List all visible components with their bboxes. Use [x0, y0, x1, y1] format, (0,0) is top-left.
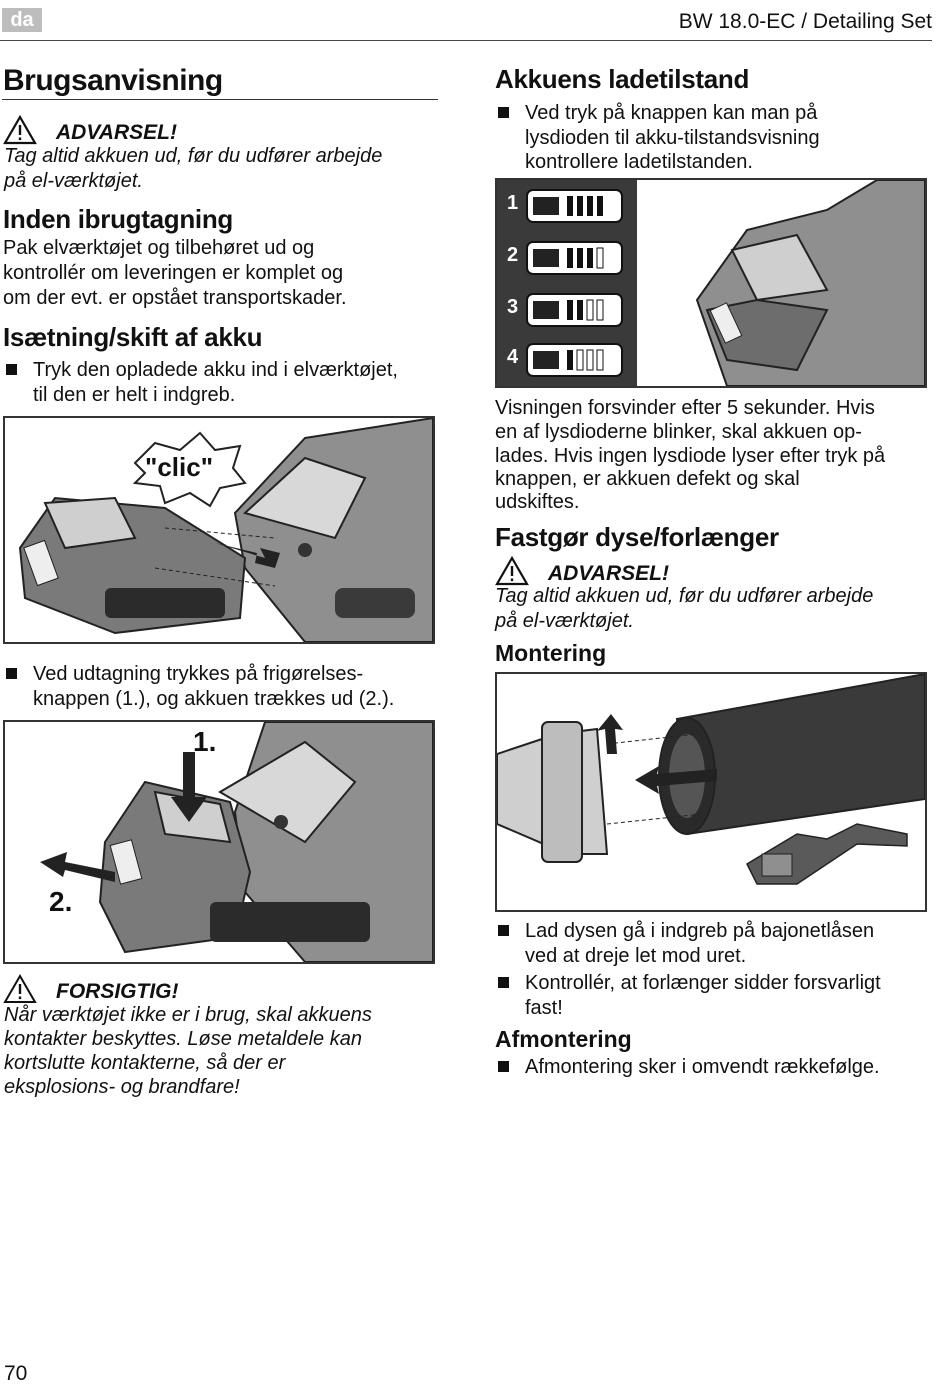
list-item-text: Tryk den opladede akku ind i elværktøjet,: [33, 359, 398, 381]
list-item-text: Lad dysen gå i indgreb på bajonetlåsen: [525, 920, 875, 942]
list-item-text: ved at dreje let mod uret.: [525, 944, 747, 967]
paragraph-line: knappen, er akkuen defekt og skal: [495, 468, 800, 490]
bullet-square-icon: [498, 107, 509, 118]
paragraph-line: om der evt. er opstået transportskader.: [3, 287, 347, 309]
list-item: [495, 919, 874, 968]
warning-triangle-icon: [3, 115, 37, 145]
level-label: 1: [507, 192, 519, 214]
list-item: [495, 971, 881, 1020]
warning-text-line: Tag altid akkuen ud, før du udfører arbejde: [4, 145, 383, 167]
list-item: [495, 101, 820, 175]
caution-text-line: kontakter beskyttes. Løse metaldele kan: [4, 1028, 362, 1050]
step1-label: 1.: [193, 726, 217, 757]
list-item-text: Ved tryk på knappen kan man på: [525, 102, 818, 124]
bullet-square-icon: [498, 1061, 509, 1072]
clic-label: "clic": [145, 452, 214, 482]
document-title: BW 18.0-EC / Detailing Set: [678, 10, 932, 33]
level-label: 2: [507, 244, 519, 266]
list-item-text: Kontrollér, at forlænger sidder forsvarligt: [525, 972, 881, 994]
warning-label: ADVARSEL!: [56, 121, 177, 144]
warning-triangle-icon: [495, 556, 529, 586]
list-item-text: lysdioden til akku-tilstandsvisning: [525, 126, 820, 149]
level-label: 4: [507, 346, 519, 368]
step2-label: 2.: [49, 886, 73, 917]
list-item: [3, 662, 394, 711]
battery-remove-figure: [3, 720, 435, 964]
dismount-heading: Afmontering: [495, 1026, 632, 1052]
list-item-text: Ved udtagning trykkes på frigørelses-: [33, 663, 364, 685]
charge-level-row-3: [527, 294, 622, 326]
level-label: 3: [507, 296, 519, 318]
battery-heading: Isætning/skift af akku: [3, 322, 263, 352]
caution-text-line: kortslutte kontakterne, så der er: [4, 1052, 286, 1074]
charge-indicator-figure: [495, 178, 927, 388]
list-item-text: fast!: [525, 996, 563, 1019]
paragraph-line: lades. Hvis ingen lysdiode lyser efter tryk på: [495, 445, 886, 467]
charge-heading: Akkuens ladetilstand: [495, 64, 750, 94]
paragraph-line: udskiftes.: [495, 491, 580, 513]
nozzle-heading: Fastgør dyse/forlænger: [495, 522, 779, 552]
charge-level-row-1: [527, 190, 622, 222]
bullet-square-icon: [6, 668, 17, 679]
warning-text-line: Tag altid akkuen ud, før du udfører arbejde: [495, 585, 874, 607]
nozzle-mount-figure: [495, 672, 927, 912]
charge-level-row-2: [527, 242, 622, 274]
page-title: Brugsanvisning: [3, 64, 223, 97]
charge-level-row-4: [527, 344, 622, 376]
list-item-text: Afmontering sker i omvendt rækkefølge.: [525, 1056, 880, 1078]
list-item: [495, 1055, 880, 1080]
paragraph-line: en af lysdioderne blinker, skal akkuen op-: [495, 421, 862, 443]
mount-heading: Montering: [495, 640, 607, 666]
list-item: [3, 358, 398, 407]
caution-label: FORSIGTIG!: [56, 980, 179, 1003]
list-item-text: knappen (1.), og akkuen trækkes ud (2.).: [33, 687, 395, 710]
header-rule: [0, 40, 932, 41]
battery-insert-figure: [3, 416, 435, 644]
bullet-square-icon: [6, 364, 17, 375]
page-number: 70: [4, 1362, 28, 1385]
paragraph-line: Visningen forsvinder efter 5 sekunder. Hvis: [495, 397, 875, 419]
list-item-text: til den er helt i indgreb.: [33, 383, 236, 406]
caution-text-line: eksplosions- og brandfare!: [4, 1076, 240, 1098]
bullet-square-icon: [498, 977, 509, 988]
warning-text-line: på el-værktøjet.: [4, 170, 143, 192]
warning-text-line: på el-værktøjet.: [495, 610, 634, 632]
caution-triangle-icon: [3, 974, 37, 1004]
startup-heading: Inden ibrugtagning: [3, 204, 234, 234]
paragraph-line: kontrollér om leveringen er komplet og: [3, 262, 344, 284]
bullet-square-icon: [498, 925, 509, 936]
title-rule: [2, 99, 438, 100]
language-badge: da: [2, 8, 42, 32]
paragraph-line: Pak elværktøjet og tilbehøret ud og: [3, 237, 315, 259]
caution-text-line: Når værktøjet ikke er i brug, skal akkuens: [4, 1004, 372, 1026]
list-item-text: kontrollere ladetilstanden.: [525, 151, 753, 173]
warning-label: ADVARSEL!: [548, 562, 669, 585]
